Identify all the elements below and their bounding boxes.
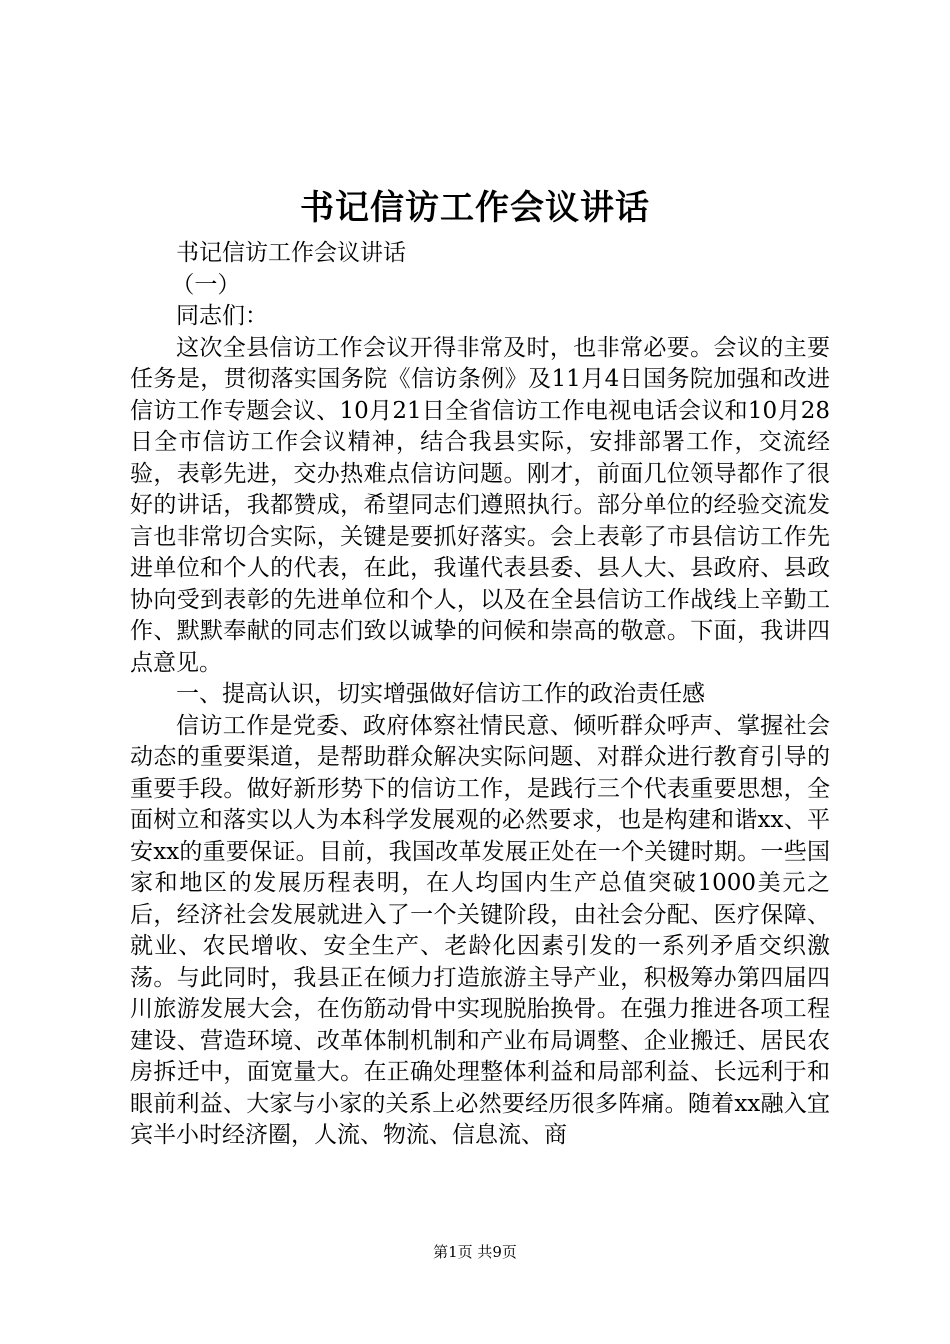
document-title: 书记信访工作会议讲话 [300,188,650,228]
paragraph-section-number: （一） [171,271,241,298]
paragraph-section-1-body: 信访工作是党委、政府体察社情民意、倾听群众呼声、掌握社会动态的重要渠道，是帮助群众解决实际问题、对群众进行教育引导的重要手段。做好新形势下的信访工作，是践行三个代表重要思想，全面树立和落实以人为本科学发展观的必然要求，也是构建和谐xx、平安xx的重要保证。目前，我国改革发展正处在一个关键时期。一些国家和地区的发展历程表明，在人均国内生产总值突破1000美元之后，经济社会发展就进入了一个关键阶段，由社会分配、医疗保障、就业、农民增收、安全生产、老龄化因素引发的一系列矛盾交织激荡。与此同时，我县正在倾力打造旅游主导产业，积极筹办第四届四川旅游发展大会，在伤筋动骨中实现脱胎换骨。在强力推进各项工程建设、营造环境、改革体制机制和产业布局调整、企业搬迁、居民农房拆迁中，面宽量大。在正确处理整体利益和局部利益、长远利于和眼前利益、大家与小家的关系上必然要经历很多阵痛。随着xx融入宜宾半小时经济圈，人流、物流、信息流、商 [130,712,830,1148]
paragraph-heading-1: 一、提高认识，切实增强做好信访工作的政治责任感 [176,681,705,707]
page-number-footer: 第1页 共9页 [433,1243,517,1261]
paragraph-subtitle: 书记信访工作会议讲话 [176,240,406,266]
paragraph-salutation: 同志们： [176,303,268,329]
document-body [130,238,830,1152]
paragraph-opening: 这次全县信访工作会议开得非常及时，也非常必要。会议的主要任务是，贯彻落实国务院《信访条例》及11月4日国务院加强和改进信访工作专题会议、10月21日全省信访工作电视电话会议和10月28日全市信访工作会议精神，结合我县实际，安排部署工作，交流经验，表彰先进，交办热难点信访问题。刚才，前面几位领导都作了很好的讲话，我都赞成，希望同志们遵照执行。部分单位的经验交流发言也非常切合实际，关键是要抓好落实。会上表彰了市县信访工作先进单位和个人的代表，在此，我谨代表县委、县人大、县政府、县政协向受到表彰的先进单位和个人，以及在全县信访工作战线上辛勤工作、默默奉献的同志们致以诚挚的问候和崇高的敬意。下面，我讲四点意见。 [130,334,830,676]
